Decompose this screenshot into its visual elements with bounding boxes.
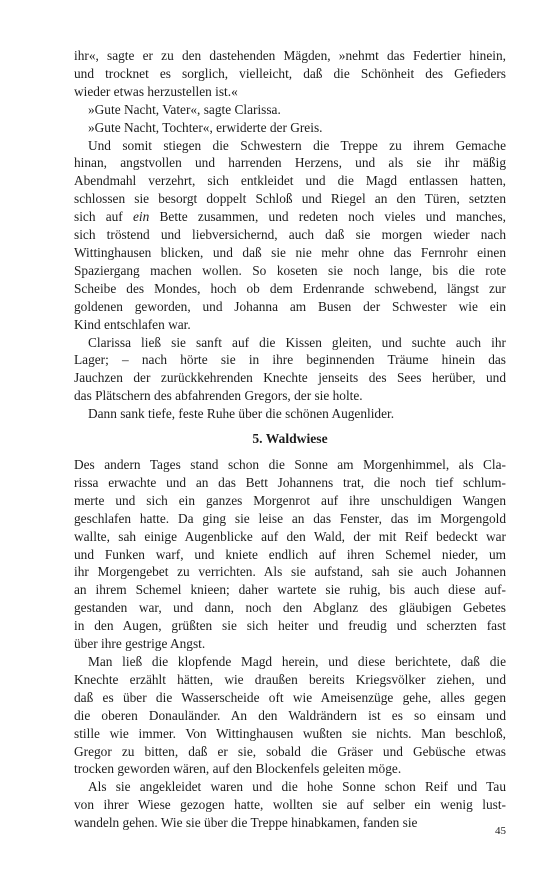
text-line: die oberen Donauländer. An den Waldrändern ist es so einsam und (74, 707, 506, 723)
text-line: Als sie angekleidet waren und die hohe Sonne schon Reif und Tau (88, 779, 506, 795)
text-line: goldenen geworden, und Johanna am Busen der Schwester wie ein (74, 298, 506, 314)
text-line: rissa erwachte und an das Bett Johannens trat, die noch tief schlum- (74, 474, 506, 490)
text-line: stille wie immer. Von Wittinghausen wußten sie nichts. Man beschloß, (74, 725, 506, 741)
page-number: 45 (495, 825, 506, 837)
text-line: das Plätschern des abfahrenden Gregors, der sie holte. (74, 388, 363, 404)
text-line: und Funken warf, und kniete endlich auf ihren Schemel nieder, um (74, 546, 506, 562)
text-line: von ihrer Wiese gezogen hatte, wollten sie auf selber ein wenig lust- (74, 797, 506, 813)
text-line: Jauchzen der zurückkehrenden Knechte jenseits des Sees herüber, und (74, 370, 506, 386)
text-line: Scheibe des Mondes, hoch ob dem Erdenrande schwebend, längst zur (74, 280, 506, 296)
text-line: Wittinghausen blicken, und daß sie nie mehr ohne das Fernrohr einen (74, 244, 506, 260)
text-line: Gregor zu bitten, daß er sie, sobald die Gräser und Gebüsche etwas (74, 743, 506, 759)
text-line: Man ließ die klopfende Magd herein, und diese berichtete, daß die (88, 653, 506, 669)
text-line: Dann sank tiefe, feste Ruhe über die schönen Augenlider. (88, 406, 395, 422)
text-line: Und somit stiegen die Schwestern die Treppe zu ihrem Gemache (88, 137, 506, 153)
text-line: ihr Morgengebet zu verrichten. Als sie aufstand, sah sie auch Johannen (74, 564, 506, 580)
text-block-2 (74, 456, 506, 832)
text-line: an ihrem Schemel knieen; daher wartete sie ruhig, bis auch diese auf- (74, 582, 506, 598)
text-line: Des andern Tages stand schon die Sonne am Morgenhimmel, als Cla- (74, 457, 506, 472)
emphasis-text: ein (132, 209, 150, 225)
text-line: trocken geworden wären, auf den Blockenfels geleiten möge. (74, 761, 402, 777)
text-line: wieder etwas herzustellen ist.« (74, 83, 238, 99)
text-line: Knechte erzählt hätten, wie draußen bereits Kriegsvölker ziehen, und (74, 671, 506, 687)
text-line: Abendmahl verzehrt, sich entkleidet und die Magd entlassen hatten, (74, 173, 506, 189)
text-line: hinan, angstvollen und harrenden Herzens, und als sie ihr mäßig (74, 155, 506, 171)
text-line: Spaziergang machen wollen. So koseten sie noch lange, bis die rote (74, 262, 506, 278)
text-line: und trocknet es sorglich, vielleicht, daß die Schönheit des Gefieders (74, 65, 506, 81)
text-line: Lager; – nach hörte sie in ihre beginnenden Träume hinein das (74, 352, 506, 368)
text-line: »Gute Nacht, Tochter«, erwiderte der Greis. (88, 119, 323, 135)
text-line: schlossen sie besorgt doppelt Schloß und Riegel an den Türen, setzten (74, 191, 506, 207)
chapter-heading: 5. Waldwiese (252, 431, 328, 446)
text-line: über ihre gestrige Angst. (74, 636, 206, 652)
text-line (74, 208, 506, 226)
text-line: ihr«, sagte er zu den dastehenden Mägden, »nehmt das Federtier hinein, (74, 48, 506, 63)
text-line: wandeln gehen. Wie sie über die Treppe hinabkamen, fanden sie (74, 815, 418, 831)
text-line: geschlafen hatte. Da ging sie leise an das Fenster, das im Morgengold (74, 510, 506, 526)
text-line: daß es über die Wasserscheide oft wie Ameisenzüge gehe, alles gegen (74, 689, 506, 705)
text-line: Kind entschlafen war. (74, 316, 191, 332)
text-fragment: Bette zusammen, und redeten noch vieles und manches, (149, 209, 506, 225)
text-line: wallte, sah einige Augenblicke auf den Wald, der mit Reif bedeckt war (74, 528, 506, 544)
text-fragment: sich auf (74, 209, 133, 225)
text-block-1 (74, 47, 506, 423)
text-line: sich tröstend und liebversichernd, auch daß sie morgen wieder nach (74, 227, 506, 243)
text-line: in den Augen, grüßten sie sich heiter und freudig und scherzten fast (74, 618, 506, 634)
text-line: »Gute Nacht, Vater«, sagte Clarissa. (88, 101, 281, 117)
text-line: merte und sich ein ganzes Morgenrot auf ihre unschuldigen Wangen (74, 492, 506, 508)
text-line: gestanden war, und dann, noch den Abglanz des gläubigen Gebetes (74, 600, 506, 616)
text-line: Clarissa ließ sie sanft auf die Kissen gleiten, und suchte auch ihr (88, 334, 506, 350)
